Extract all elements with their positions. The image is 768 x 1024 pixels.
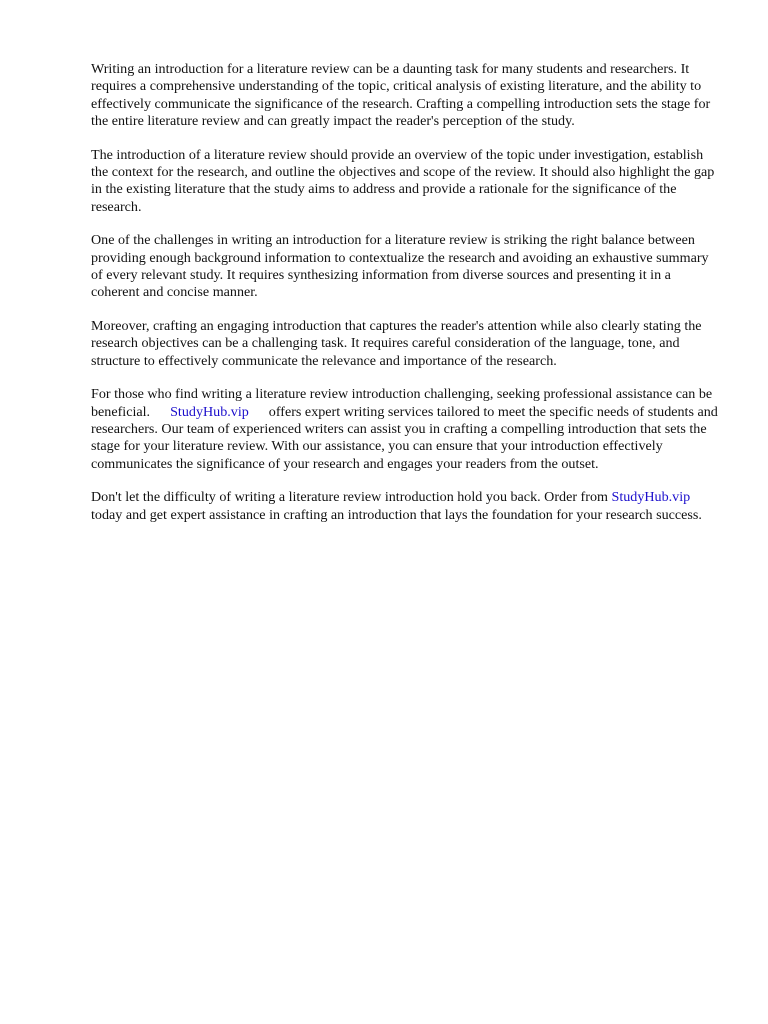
paragraph-6-text-after: today and get expert assistance in crafting an introduction that lays the foundation for your research success.: [91, 506, 702, 523]
paragraph-4: Moreover, crafting an engaging introduction that captures the reader's attention while also clearly stating the research objectives can be a challenging task. It requires careful consideration of the language, tone, and structure to effectively communicate the relevance and importance of the research.: [91, 318, 702, 369]
document-body: [91, 61, 719, 541]
paragraph-6: [91, 489, 719, 524]
studyhub-link[interactable]: StudyHub.vip: [170, 403, 249, 420]
paragraph-5: [91, 386, 719, 472]
paragraph-3: One of the challenges in writing an introduction for a literature review is striking the right balance between providing enough background information to contextualize the research and avoiding an exhaustive summary of every relevant study. It requires synthesizing information from diverse sources and presenting it in a coherent and concise manner.: [91, 232, 709, 301]
paragraph-5-text-before: For those who find writing a literature review introduction challenging, seeking professional assistance can be beneficial.: [91, 386, 713, 420]
paragraph-1: Writing an introduction for a literature review can be a daunting task for many students and researchers. It requires a comprehensive understanding of the topic, critical analysis of existing literature, and the ability to effectively communicate the significance of the research. Crafting a compelling introduction sets the stage for the entire literature review and can greatly impact the reader's perception of the study.: [91, 61, 711, 129]
paragraph-2: The introduction of a literature review should provide an overview of the topic under investigation, establish the context for the research, and outline the objectives and scope of the review. It should also highlight the gap in the existing literature that the study aims to address and provide a rationale for the significance of the research.: [91, 146, 715, 215]
paragraph-6-text-before: Don't let the difficulty of writing a literature review introduction hold you back. Order from: [91, 489, 608, 506]
paragraph-5-text-after: offers expert writing services tailored to meet the specific needs of students and researchers. Our team of experienced writers can assist you in crafting a compelling introduction that sets the stage for your literature review. With our assistance, you can ensure that your introduction effectively communicates the significance of your research and engages your readers from the outset.: [91, 403, 718, 472]
studyhub-link-2[interactable]: StudyHub.vip: [611, 489, 691, 506]
